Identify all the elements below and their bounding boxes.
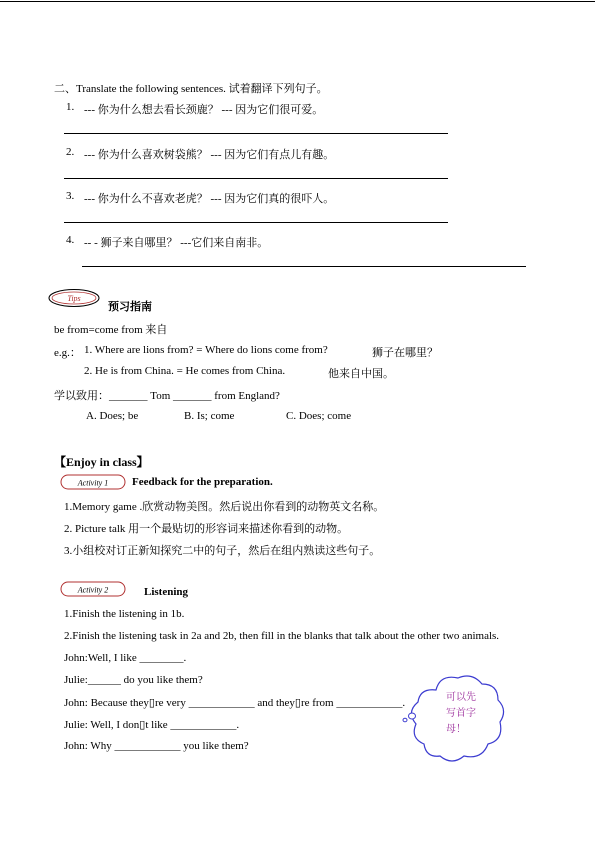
option-b: B. Is; come: [184, 410, 235, 422]
tips-title: 预习指南: [108, 301, 152, 313]
dialogue-line-4: Julie: Well, I don▯t like ____________.: [64, 719, 240, 731]
activity1-item-3: 3.小组校对订正新知探究二中的句子，然后在组内熟读这些句子。: [64, 545, 381, 557]
sentence-3-text: --- 你为什么不喜欢老虎？ --- 因为它们真的很吓人。: [84, 193, 335, 205]
activity2-title: Listening: [144, 586, 189, 598]
sentence-2-text: --- 你为什么喜欢树袋熊？ --- 因为它们有点儿有趣。: [84, 149, 335, 161]
activity1-item-1: 1.Memory game .欣赏动物美图。然后说出你看到的动物英文名称。: [64, 501, 385, 513]
tips-badge-label: Tips: [67, 294, 81, 303]
sentence-3-number: 3.: [66, 190, 75, 202]
tips-practice: 学以致用：_______ Tom _______ from England?: [54, 390, 280, 402]
page-top-rule: [0, 1, 595, 2]
dialogue-line-1: John:Well, I like ________.: [64, 652, 187, 664]
hint-cloud-text-2: 写首字: [446, 708, 476, 719]
sentence-4-text: -- - 狮子来自哪里？ ---它们来自南非。: [84, 237, 269, 249]
section2-heading: 二、Translate the following sentences. 试着翻译下列句子。: [54, 83, 328, 95]
activity2-badge-label: Activity 2: [77, 585, 109, 595]
activity1-badge: [60, 474, 126, 490]
answer-line-2: [64, 178, 448, 179]
activity2-badge: [60, 581, 126, 597]
tips-example-2-cn: 他来自中国。: [328, 368, 394, 380]
hint-cloud-text-1: 可以先: [446, 692, 476, 703]
tips-example-2: 2. He is from China. = He comes from China.: [84, 365, 286, 377]
tips-example-1: 1. Where are lions from? = Where do lions come from?: [84, 344, 328, 356]
activity1-item-2: 2. Picture talk 用一个最贴切的形容词来描述你看到的动物。: [64, 523, 349, 535]
dialogue-line-2: Julie:______ do you like them?: [64, 674, 203, 686]
enjoy-heading: 【Enjoy in class】: [54, 455, 149, 469]
answer-line-3: [64, 222, 448, 223]
activity2-item-1: 1.Finish the listening in 1b.: [64, 608, 185, 620]
option-a: A. Does; be: [86, 410, 139, 422]
activity2-item-2: 2.Finish the listening task in 2a and 2b, then fill in the blanks that talk about the other two animals.: [64, 630, 500, 642]
dialogue-line-3: John: Because they▯re very ____________ and they▯re from ____________.: [64, 697, 406, 709]
tips-eg-label: e.g.：: [54, 347, 81, 359]
answer-line-1: [64, 133, 448, 134]
option-c: C. Does; come: [286, 410, 352, 422]
activity1-title: Feedback for the preparation.: [132, 476, 273, 488]
sentence-1-text: --- 你为什么想去看长颈鹿？ --- 因为它们很可爱。: [84, 104, 324, 116]
tips-example-1-cn: 狮子在哪里？: [372, 347, 438, 359]
dialogue-line-5: John: Why ____________ you like them?: [64, 740, 249, 752]
tips-badge: [48, 288, 100, 308]
sentence-2-number: 2.: [66, 146, 75, 158]
hint-cloud: [402, 670, 510, 766]
sentence-1-number: 1.: [66, 101, 75, 113]
tips-rule: be from=come from 来自: [54, 324, 168, 336]
sentence-4-number: 4.: [66, 234, 75, 246]
answer-line-4: [82, 266, 526, 267]
hint-cloud-text-3: 母！: [446, 724, 466, 735]
activity1-badge-label: Activity 1: [77, 478, 109, 488]
